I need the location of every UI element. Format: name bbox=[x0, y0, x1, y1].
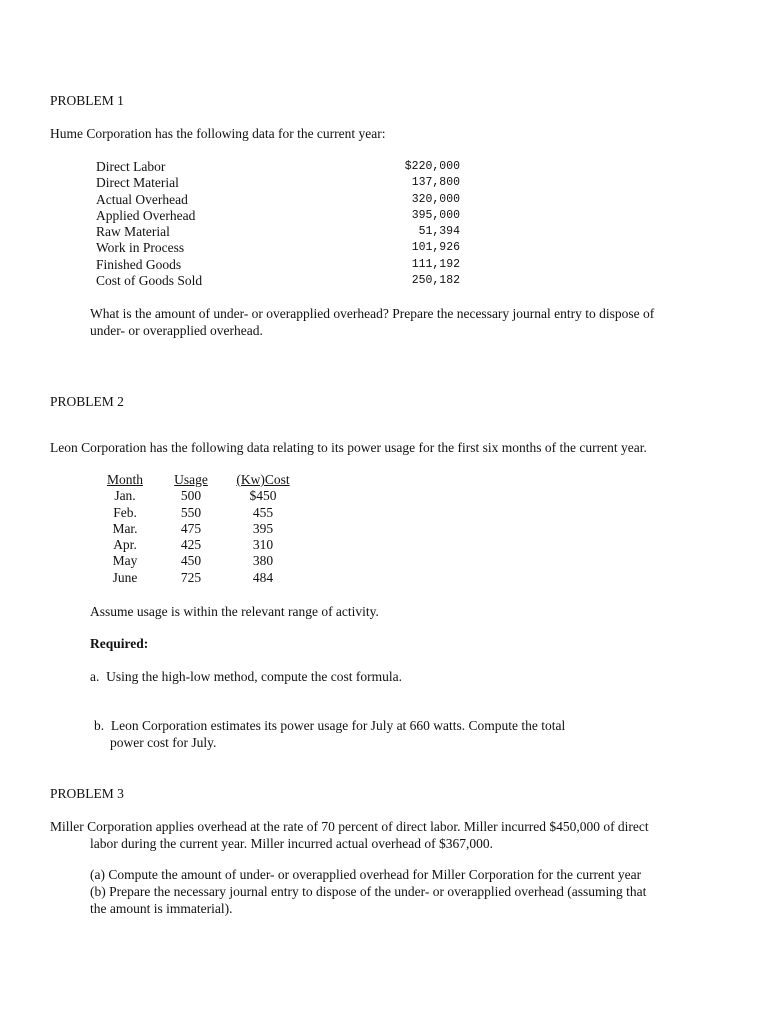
month-cell: Jan. bbox=[114, 488, 136, 504]
account-amount: 51,394 bbox=[418, 225, 460, 239]
problem-2-part-b bbox=[94, 718, 565, 734]
part-b-marker: b. bbox=[94, 718, 105, 733]
cost-cell: 310 bbox=[252, 537, 274, 553]
table-row bbox=[103, 505, 293, 521]
problem-1-heading: PROBLEM 1 bbox=[50, 93, 124, 108]
account-label: Raw Material bbox=[96, 224, 170, 240]
part-a-marker: a. bbox=[90, 669, 100, 684]
cost-cell: 484 bbox=[252, 569, 274, 585]
usage-cell: 450 bbox=[180, 553, 202, 569]
problem-3-part-b-line-2: the amount is immaterial). bbox=[90, 901, 233, 916]
account-row bbox=[96, 257, 460, 273]
column-header-usage: Usage bbox=[174, 472, 208, 487]
account-amount: 101,926 bbox=[411, 241, 460, 255]
table-header-row bbox=[103, 472, 293, 488]
problem-3-intro-line-1: Miller Corporation applies overhead at the rate of 70 percent of direct labor. Miller incurred $450,000 of direct bbox=[50, 819, 649, 834]
table-row bbox=[103, 553, 293, 569]
account-amount: $220,000 bbox=[404, 160, 460, 173]
account-amount: 250,182 bbox=[411, 274, 460, 288]
usage-cell: 500 bbox=[180, 488, 202, 504]
cost-cell: 455 bbox=[252, 504, 274, 520]
problem-1-question-line-2: under- or overapplied overhead. bbox=[90, 323, 263, 338]
account-label: Direct Material bbox=[96, 175, 179, 191]
account-row bbox=[96, 192, 460, 208]
problem-1-intro: Hume Corporation has the following data for the current year: bbox=[50, 126, 386, 141]
month-cell: Feb. bbox=[113, 504, 137, 520]
problem-2-heading: PROBLEM 2 bbox=[50, 394, 124, 409]
usage-cell: 550 bbox=[180, 504, 202, 520]
required-label-text: Required: bbox=[90, 636, 149, 651]
problem-3-heading: PROBLEM 3 bbox=[50, 786, 124, 801]
column-header-cost: (Kw)Cost bbox=[236, 472, 290, 487]
account-row bbox=[96, 208, 460, 224]
account-amount: 320,000 bbox=[411, 192, 460, 206]
problem-3-part-a: (a) Compute the amount of under- or overapplied overhead for Miller Corporation for the current year bbox=[90, 867, 642, 882]
account-amount: 395,000 bbox=[411, 208, 460, 222]
account-label: Cost of Goods Sold bbox=[96, 273, 203, 289]
cost-cell: $450 bbox=[249, 488, 277, 504]
problem-2-part-b-line-2: power cost for July. bbox=[110, 735, 217, 750]
power-usage-table bbox=[103, 472, 293, 586]
table-row bbox=[103, 488, 293, 504]
problem-1-account-list bbox=[96, 159, 460, 289]
account-row bbox=[96, 240, 460, 256]
account-amount: 111,192 bbox=[411, 257, 460, 271]
account-label: Work in Process bbox=[96, 240, 185, 256]
problem-2-assumption: Assume usage is within the relevant range of activity. bbox=[90, 604, 379, 619]
problem-2-intro: Leon Corporation has the following data relating to its power usage for the first six months of the current year. bbox=[50, 440, 647, 455]
account-amount: 137,800 bbox=[411, 176, 460, 190]
account-label: Direct Labor bbox=[96, 159, 166, 174]
table-row bbox=[103, 537, 293, 553]
account-row bbox=[96, 224, 460, 240]
account-row bbox=[96, 175, 460, 191]
account-label: Finished Goods bbox=[96, 256, 182, 272]
problem-2-part-a bbox=[90, 669, 402, 685]
usage-cell: 725 bbox=[180, 569, 202, 585]
account-label: Applied Overhead bbox=[96, 207, 196, 223]
cost-cell: 395 bbox=[252, 520, 274, 536]
table-row bbox=[103, 570, 293, 586]
part-b-text-line-1: Leon Corporation estimates its power usage for July at 660 watts. Compute the total bbox=[110, 718, 566, 733]
usage-cell: 475 bbox=[180, 520, 202, 536]
account-row bbox=[96, 273, 460, 289]
month-cell: Mar. bbox=[112, 520, 138, 536]
table-row bbox=[103, 521, 293, 537]
month-cell: June bbox=[112, 569, 138, 585]
month-cell: Apr. bbox=[113, 537, 137, 553]
column-header-month: Month bbox=[106, 472, 143, 487]
problem-1-question-line-1: What is the amount of under- or overapplied overhead? Prepare the necessary journal entry to dispose of bbox=[90, 306, 655, 321]
account-label: Actual Overhead bbox=[96, 191, 188, 207]
problem-3-part-b-line-1: (b) Prepare the necessary journal entry to dispose of the under- or overapplied overhead (assuming that bbox=[90, 884, 647, 899]
cost-cell: 380 bbox=[252, 553, 274, 569]
problem-3-intro-line-2: labor during the current year. Miller incurred actual overhead of $367,000. bbox=[90, 836, 493, 851]
account-row bbox=[96, 159, 460, 175]
usage-cell: 425 bbox=[180, 537, 202, 553]
problem-2-required-label bbox=[90, 636, 148, 652]
part-a-text: Using the high-low method, compute the cost formula. bbox=[106, 669, 402, 684]
month-cell: May bbox=[112, 553, 138, 569]
